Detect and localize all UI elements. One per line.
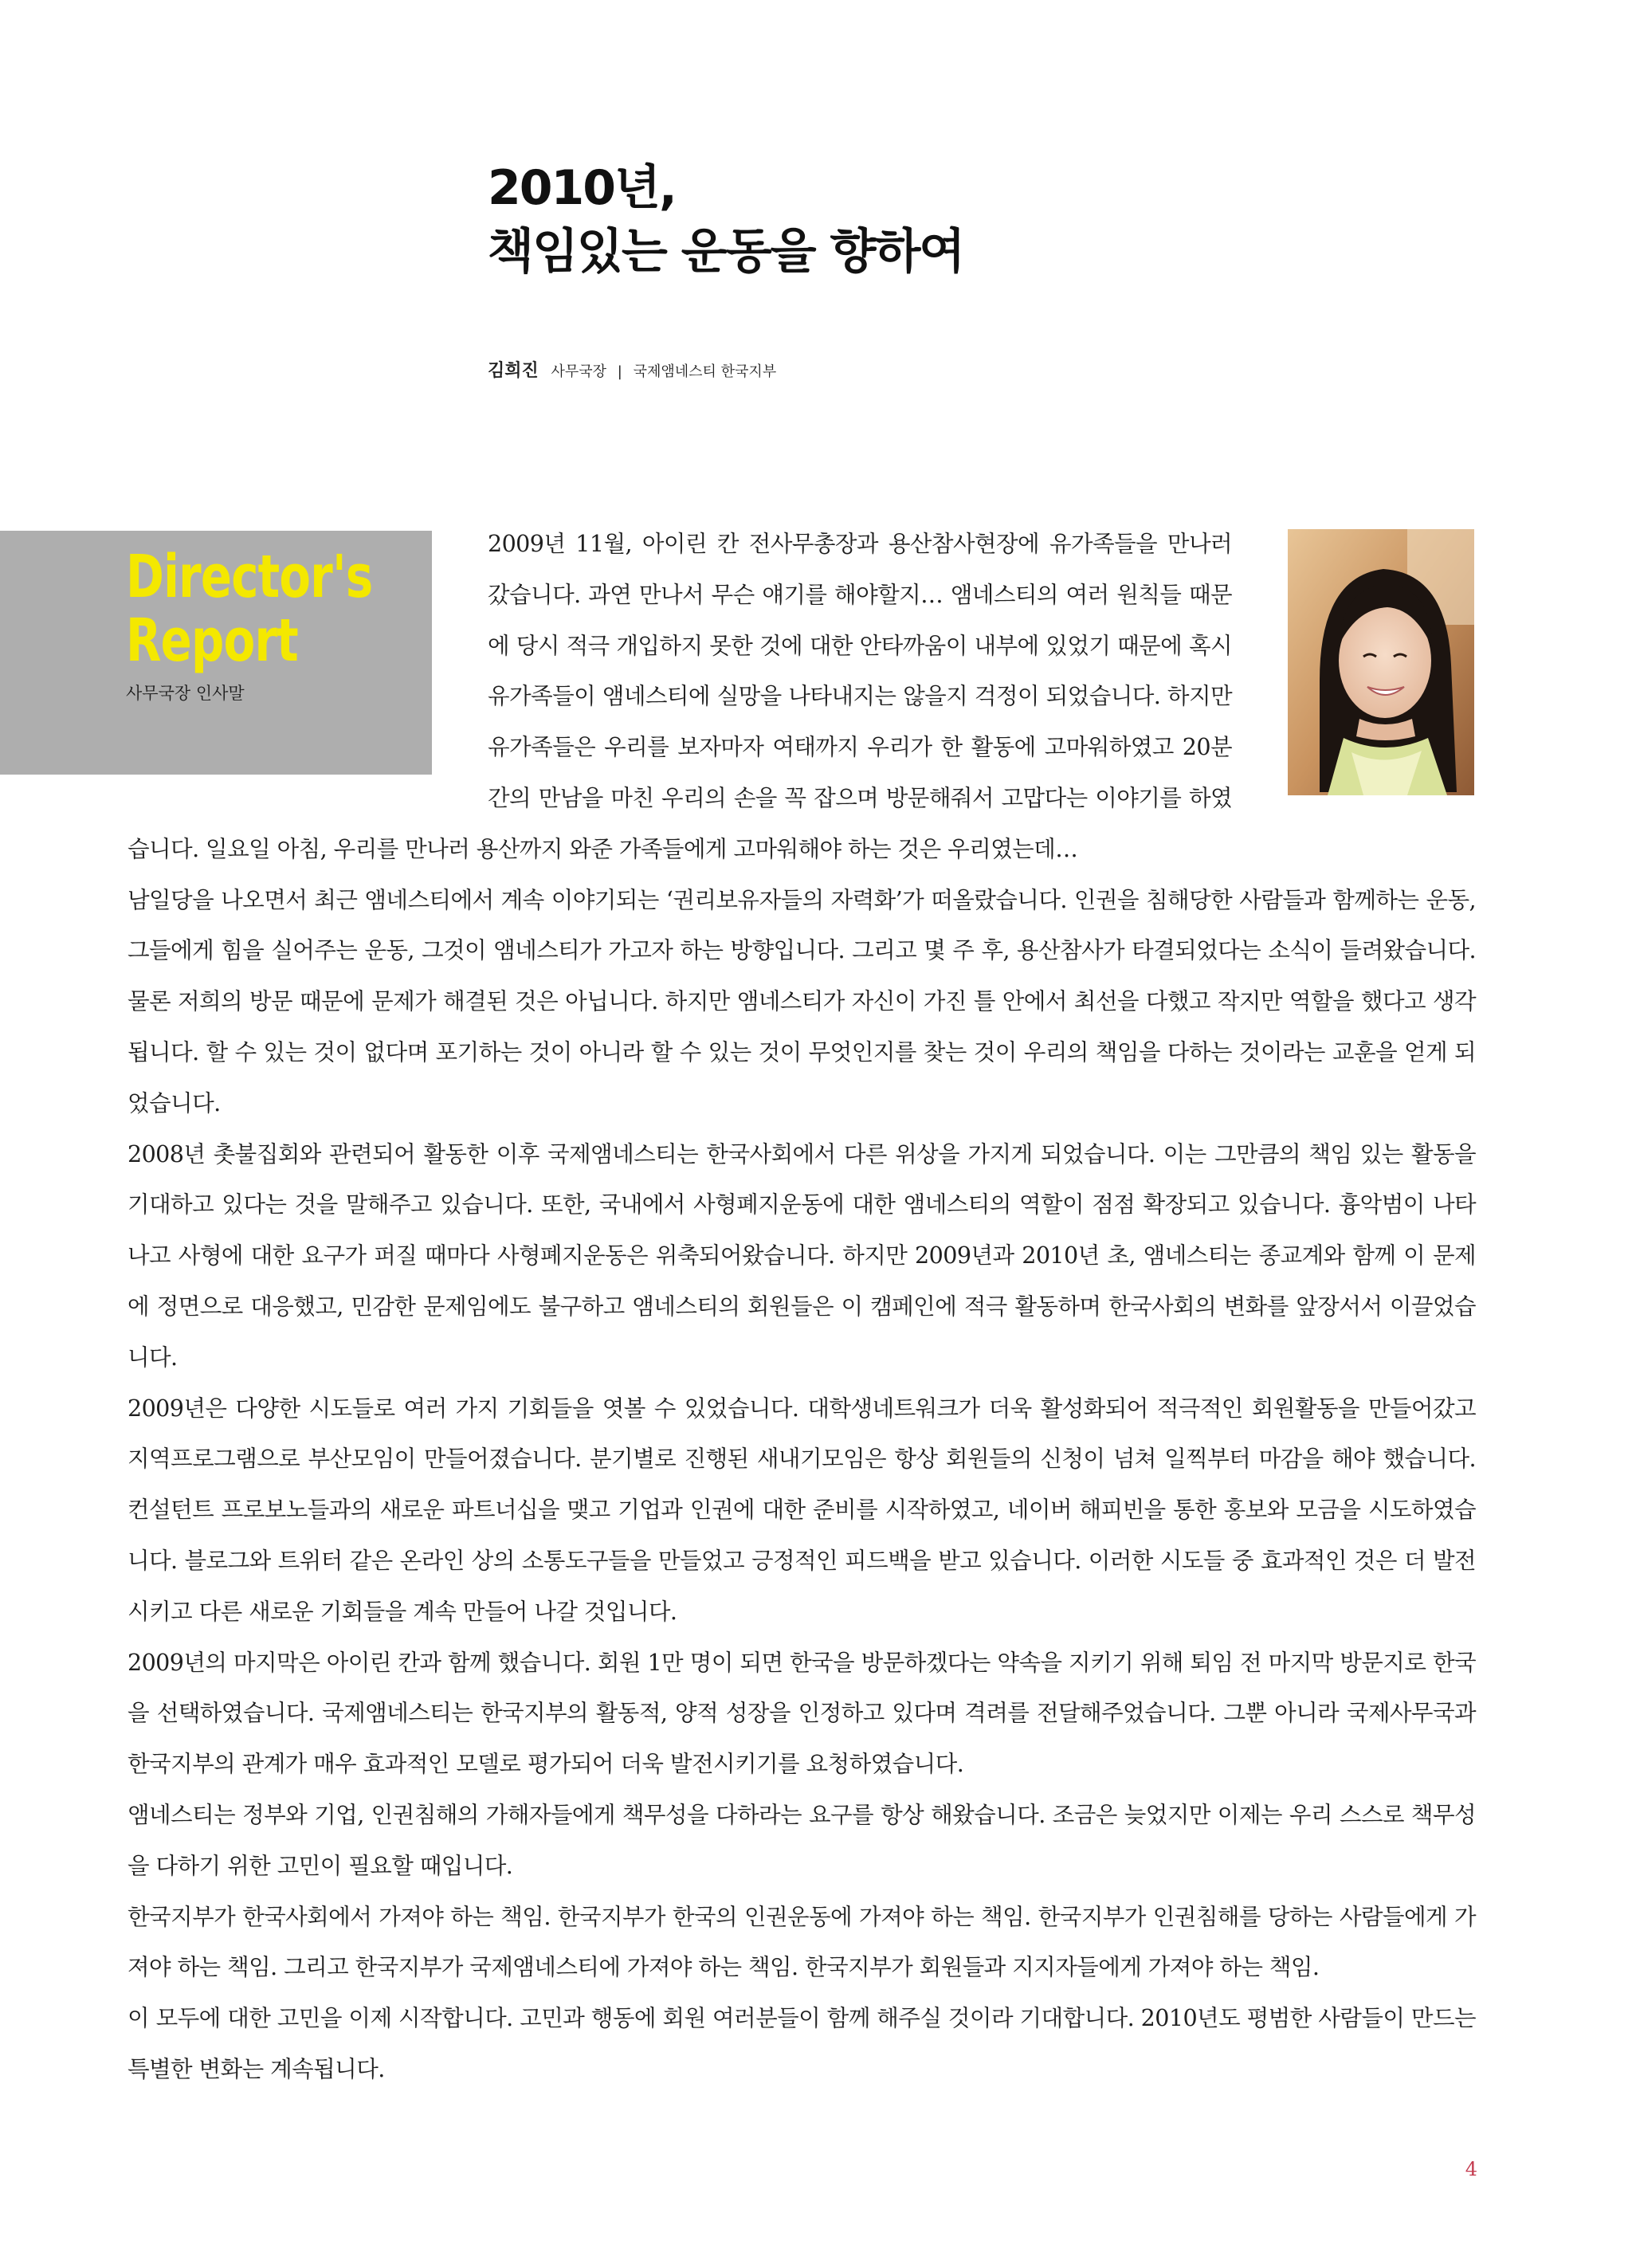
author-organization: 국제앰네스티 한국지부: [633, 363, 777, 380]
paragraph-1: 2009년 11월, 아이린 칸 전사무총장과 용산참사현장에 유가족들을 만나러 갔습니다. 과연 만나서 무슨 얘기를 해야할지… 앰네스티의 여러 원칙들 때문에 당시 적극 개입하지 못한 것에 대한 안타까움이 내부에 있었기 때문에 혹시 유가족들이 앰네스티에 실망을 나타내지는 않을지 걱정이 되었습니다. 하지만 유가족들은 우리를 보자마자 여태까지 우리가 한 활동에 고마워하였고 20분간의 만남을 마친 우리의 손을 꼭 잡으며 방문해줘서 고맙다는 이야기를 하였습니다. 일요일 아침, 우리를 만나러 용산까지 와준 가족들에게 고마워해야 하는 것은 우리였는데…: [128, 530, 1232, 862]
author-name: 김희진: [488, 361, 539, 381]
paragraph-5: 2009년의 마지막은 아이린 칸과 함께 했습니다. 회원 1만 명이 되면 한국을 방문하겠다는 약속을 지키기 위해 퇴임 전 마지막 방문지로 한국을 선택하였습니다. 국제앰네스티는 한국지부의 활동적, 양적 성장을 인정하고 있다며 격려를 전달해주었습니다. 그뿐 아니라 국제사무국과 한국지부의 관계가 매우 효과적인 모델로 평가되어 더욱 발전시키기를 요청하였습니다.: [128, 1648, 1476, 1778]
section-title-line-2: Report: [126, 606, 298, 675]
paragraph-6: 앰네스티는 정부와 기업, 인권침해의 가해자들에게 책무성을 다하라는 요구를 항상 해왔습니다. 조금은 늦었지만 이제는 우리 스스로 책무성을 다하기 위한 고민이 필요할 때입니다.: [128, 1800, 1476, 1879]
article-title: [488, 156, 963, 284]
paragraph-2: 남일당을 나오면서 최근 앰네스티에서 계속 이야기되는 ‘권리보유자들의 자력화’가 떠올랐습니다. 인권을 침해당한 사람들과 함께하는 운동, 그들에게 힘을 실어주는 운동, 그것이 앰네스티가 가고자 하는 방향입니다. 그리고 몇 주 후, 용산참사가 타결되었다는 소식이 들려왔습니다. 물론 저희의 방문 때문에 문제가 해결된 것은 아닙니다. 하지만 앰네스티가 자신이 가진 틀 안에서 최선을 다했고 작지만 역할을 했다고 생각됩니다. 할 수 있는 것이 없다며 포기하는 것이 아니라 할 수 있는 것이 무엇인지를 찾는 것이 우리의 책임을 다하는 것이라는 교훈을 얻게 되었습니다.: [128, 885, 1476, 1116]
author-byline: [488, 357, 776, 382]
paragraph-7: 한국지부가 한국사회에서 가져야 하는 책임. 한국지부가 한국의 인권운동에 가져야 하는 책임. 한국지부가 인권침해를 당하는 사람들에게 가져야 하는 책임. 그리고 한국지부가 국제앰네스티에 가져야 하는 책임. 한국지부가 회원들과 지지자들에게 가져야 하는 책임.: [128, 1902, 1476, 1981]
paragraph-3: 2008년 촛불집회와 관련되어 활동한 이후 국제앰네스티는 한국사회에서 다른 위상을 가지게 되었습니다. 이는 그만큼의 책임 있는 활동을 기대하고 있다는 것을 말해주고 있습니다. 또한, 국내에서 사형폐지운동에 대한 앰네스티의 역할이 점점 확장되고 있습니다. 흉악범이 나타나고 사형에 대한 요구가 퍼질 때마다 사형폐지운동은 위축되어왔습니다. 하지만 2009년과 2010년 초, 앰네스티는 종교계와 함께 이 문제에 정면으로 대응했고, 민감한 문제임에도 불구하고 앰네스티의 회원들은 이 캠페인에 적극 활동하며 한국사회의 변화를 앞장서서 이끌었습니다.: [128, 1140, 1476, 1371]
page-number: 4: [1465, 2158, 1477, 2180]
banner-spacer: [128, 519, 488, 822]
article-title-line-2: 책임있는 운동을 향하여: [488, 224, 964, 280]
article-title-line-1: 2010년,: [488, 160, 676, 216]
article-body: [128, 519, 1476, 2095]
paragraph-8: 이 모두에 대한 고민을 이제 시작합니다. 고민과 행동에 회원 여러분들이 함께 해주실 것이라 기대합니다. 2010년도 평범한 사람들이 만드는 특별한 변화는 계속됩니다.: [128, 2004, 1476, 2082]
paragraph-4: 2009년은 다양한 시도들로 여러 가지 기회들을 엿볼 수 있었습니다. 대학생네트워크가 더욱 활성화되어 적극적인 회원활동을 만들어갔고 지역프로그램으로 부산모임이 만들어졌습니다. 분기별로 진행된 새내기모임은 항상 회원들의 신청이 넘쳐 일찍부터 마감을 해야 했습니다. 컨설턴트 프로보노들과의 새로운 파트너십을 맺고 기업과 인권에 대한 준비를 시작하였고, 네이버 해피빈을 통한 홍보와 모금을 시도하였습니다. 블로그와 트위터 같은 온라인 상의 소통도구들을 만들었고 긍정적인 피드백을 받고 있습니다. 이러한 시도들 중 효과적인 것은 더 발전시키고 다른 새로운 기회들을 계속 만들어 나갈 것입니다.: [128, 1394, 1476, 1625]
author-separator: |: [617, 363, 622, 380]
author-role: 사무국장: [551, 363, 607, 380]
section-title-line-1: Director's: [126, 543, 373, 611]
section-subtitle: 사무국장 인사말: [126, 684, 245, 703]
photo-spacer: [1232, 519, 1476, 822]
